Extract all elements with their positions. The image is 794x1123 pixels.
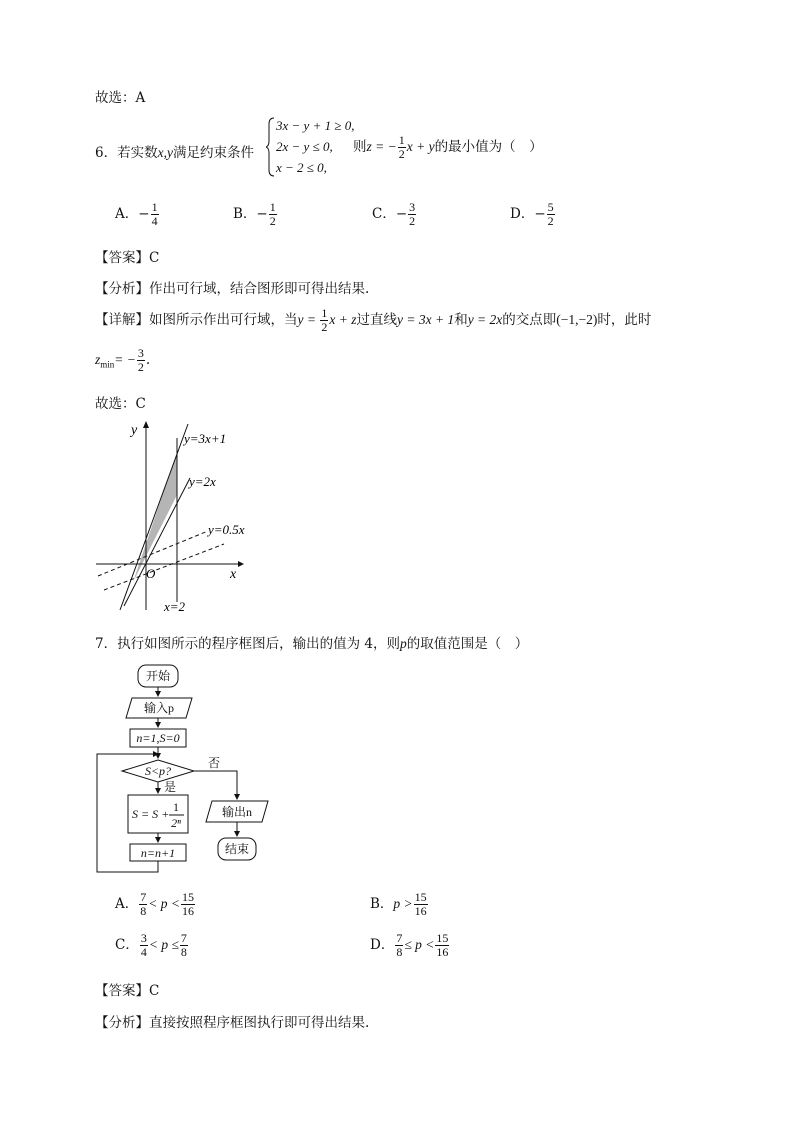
- svg-text:n=n+1: n=n+1: [140, 846, 176, 860]
- q6-zmin: $z_{min}=$ − $\frac{3}{2}$ .: [95, 346, 151, 374]
- q6-stem-post: 的最小值为（ ）: [434, 139, 543, 155]
- x-axis-label: x: [230, 567, 237, 582]
- line-3x-plus-1: [120, 424, 188, 610]
- svg-text:S<p?: S<p?: [144, 764, 172, 778]
- svg-text:输出n: 输出n: [221, 805, 253, 819]
- q7-option-a: A． $\frac{7}{8}$ < p < $\frac{15}{16}$: [115, 890, 194, 918]
- label-3x-plus-1: y=3x+1: [184, 431, 227, 446]
- label-0-5x: y=0.5x: [208, 522, 245, 537]
- feasible-region-graph: [90, 418, 270, 618]
- svg-text:S = S +: S = S +: [132, 807, 170, 821]
- program-flowchart: [90, 660, 290, 880]
- svg-text:1: 1: [173, 800, 179, 814]
- svg-text:n=1,S=0: n=1,S=0: [136, 731, 180, 745]
- q6-stem-pre: 6．若实数: [95, 145, 158, 161]
- line-2x: [124, 478, 190, 606]
- q6-conclusion: 故选：C: [95, 396, 146, 412]
- svg-text:2ⁿ: 2ⁿ: [171, 816, 181, 830]
- q5-conclusion: 故选：A: [95, 90, 146, 106]
- q7-option-b: B．p > $\frac{15}{16}$: [370, 890, 427, 918]
- dashed-level-line-2: [104, 544, 224, 590]
- brace-icon: [266, 116, 276, 178]
- q6-detail: 【详解】如图所示作出可行域，当y = $\frac{1}{2}$ x + z过直线y = 3x + 1和y = 2x的交点即(−1,−2)时，此时: [95, 306, 652, 334]
- objective-lhs: z = −: [366, 139, 397, 154]
- label-x-2: x=2: [164, 599, 186, 614]
- svg-text:开始: 开始: [145, 669, 171, 683]
- q6-option-c: C．− $\frac{3}{2}$: [372, 200, 416, 228]
- y-axis-label: y: [131, 423, 138, 438]
- q6-vars: x,y: [157, 145, 173, 160]
- q6-objective: 则z = − $\frac{1}{2}$ x + y的最小值为（ ）: [353, 133, 543, 161]
- q6-option-b: B．− $\frac{1}{2}$: [233, 200, 276, 228]
- q6-stem: [95, 141, 254, 161]
- q6-analysis: 【分析】作出可行域，结合图形即可得出结果.: [95, 281, 370, 297]
- q7-stem: 7．执行如图所示的程序框图后，输出的值为 4，则p的取值范围是（ ）: [95, 636, 529, 652]
- q7-answer: 【答案】C: [95, 983, 160, 999]
- origin-label: O: [146, 566, 156, 581]
- q6-option-a: A．− $\frac{1}{4}$: [115, 200, 158, 228]
- svg-text:输入p: 输入p: [143, 701, 175, 715]
- objective-rhs: x + y: [406, 139, 435, 154]
- flow-yes-label: 是: [164, 780, 177, 794]
- q7-option-c: C． $\frac{3}{4}$ < p ≤ $\frac{7}{8}$: [115, 931, 187, 959]
- constraint-3: x − 2 ≤ 0,: [276, 160, 327, 175]
- q7-option-d: D． $\frac{7}{8}$ ≤ p < $\frac{15}{16}$: [370, 931, 449, 959]
- constraint-2: 2x − y ≤ 0,: [276, 139, 333, 154]
- q7-analysis: 【分析】直接按照程序框图执行即可得出结果.: [95, 1015, 370, 1031]
- label-2x: y=2x: [189, 474, 216, 489]
- constraint-1: 3x − y + 1 ≥ 0,: [276, 118, 355, 133]
- svg-text:结束: 结束: [224, 842, 250, 856]
- q6-stem-mid: 满足约束条件: [172, 145, 254, 161]
- q6-option-d: D．− $\frac{5}{2}$: [510, 200, 554, 228]
- flow-no-label: 否: [208, 756, 221, 770]
- q6-answer: 【答案】C: [95, 250, 160, 266]
- q6-then: 则: [353, 139, 367, 155]
